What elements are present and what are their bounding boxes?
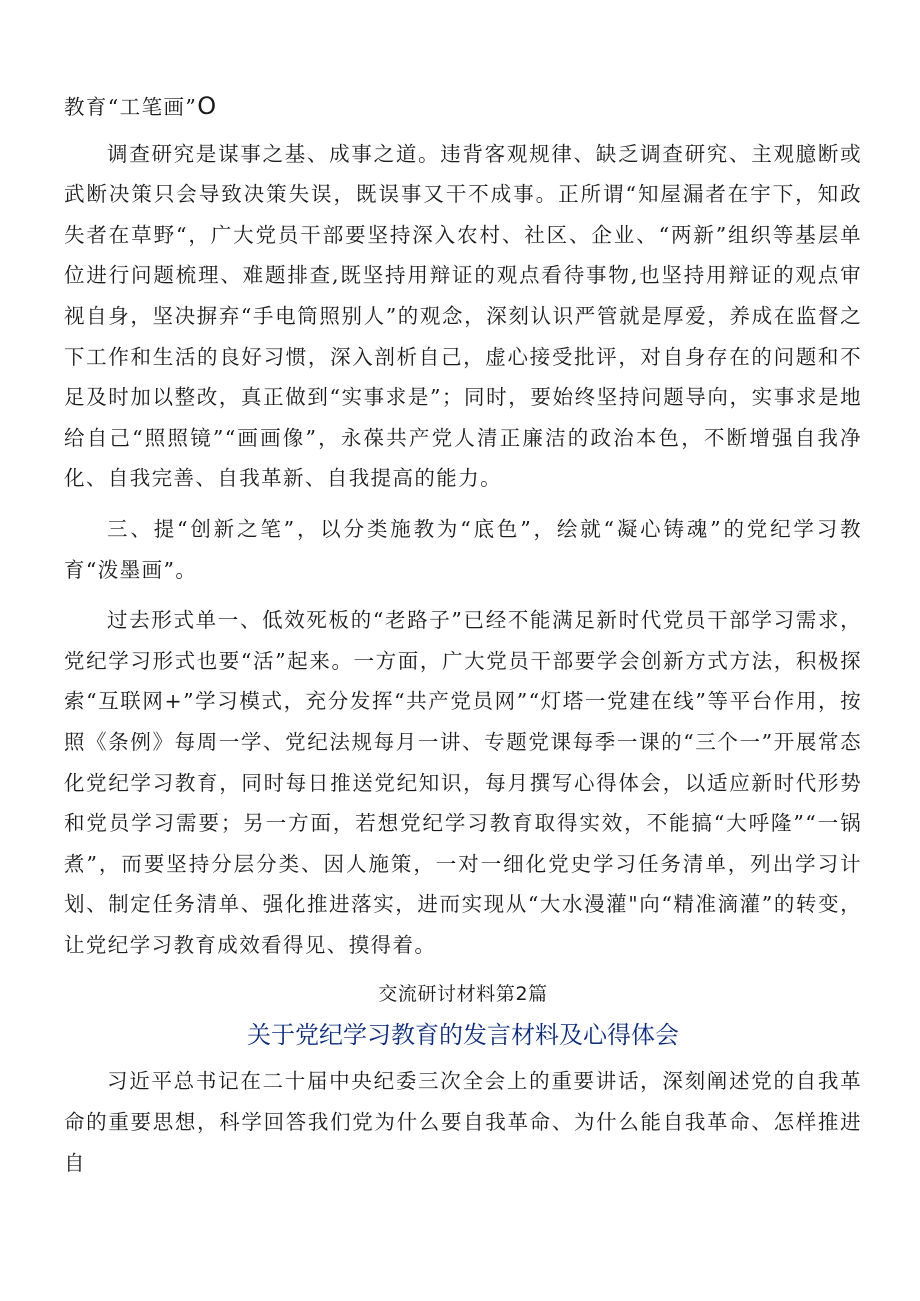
body-paragraph-opening: 习近平总书记在二十届中央纪委三次全会上的重要讲话，深刻阐述党的自我革命的重要思想，科学回答我们党为什么要自我革命、为什么能自我革命、怎样推进自	[64, 1069, 862, 1175]
document-title: 关于党纪学习教育的发言材料及心得体会	[247, 1021, 679, 1050]
section-heading-three: 三、提“创新之笔”，以分类施教为“底色”，绘就“凝心铸魂”的党纪学习教育“泼墨画”。	[64, 516, 862, 582]
body-paragraph-innovation: 过去形式单一、低效死板的“老路子”已经不能满足新时代党员干部学习需求，党纪学习形式也要“活”起来。一方面，广大党员干部要学会创新方式方法，积极探索“互联网+”学习模式，充分发挥“共产党员网”“灯塔一党建在线”等平台作用，按照《条例》每周一学、党纪法规每月一讲、专题党课每季一课的“三个一”开展常态化党纪学习教育，同时每日推送党纪知识，每月撰写心得体会，以适应新时代形势和党员学习需要；另一方面，若想党纪学习教育取得实效，不能搞“大呼隆”“一锅煮”，而要坚持分层分类、因人施策，一对一细化党史学习任务清单，列出学习计划、制定任务清单、强化推进落实，进而实现从“大水漫灌"向“精准滴灌”的转变，让党纪学习教育成效看得见、摸得着。	[64, 608, 862, 957]
heading-continuation	[64, 86, 862, 128]
section-label: 交流研讨材料第2篇	[378, 983, 548, 1006]
heading-end-mark: O	[197, 92, 217, 120]
heading-continuation-text: 教育“工笔画”	[64, 95, 198, 119]
body-paragraph-investigation: 调查研究是谋事之基、成事之道。违背客观规律、缺乏调查研究、主观臆断或武断决策只会导致决策失误，既误事又干不成事。正所谓“知屋漏者在宇下，知政失者在草野“，广大党员干部要坚持深入农村、社区、企业、“两新”组织等基层单位进行问题梳理、难题排查,既坚持用辩证的观点看待事物,也坚持用辩证的观点审视自身，坚决摒弃“手电筒照别人”的观念，深刻认识严管就是厚爱，养成在监督之下工作和生活的良好习惯，深入剖析自己，虚心接受批评，对自身存在的问题和不足及时加以整改，真正做到“实事求是”；同时，要始终坚持问题导向，实事求是地给自己“照照镜”“画画像”，永葆共产党人清正廉洁的政治本色，不断增强自我净化、自我完善、自我革新、自我提高的能力。	[64, 141, 862, 491]
